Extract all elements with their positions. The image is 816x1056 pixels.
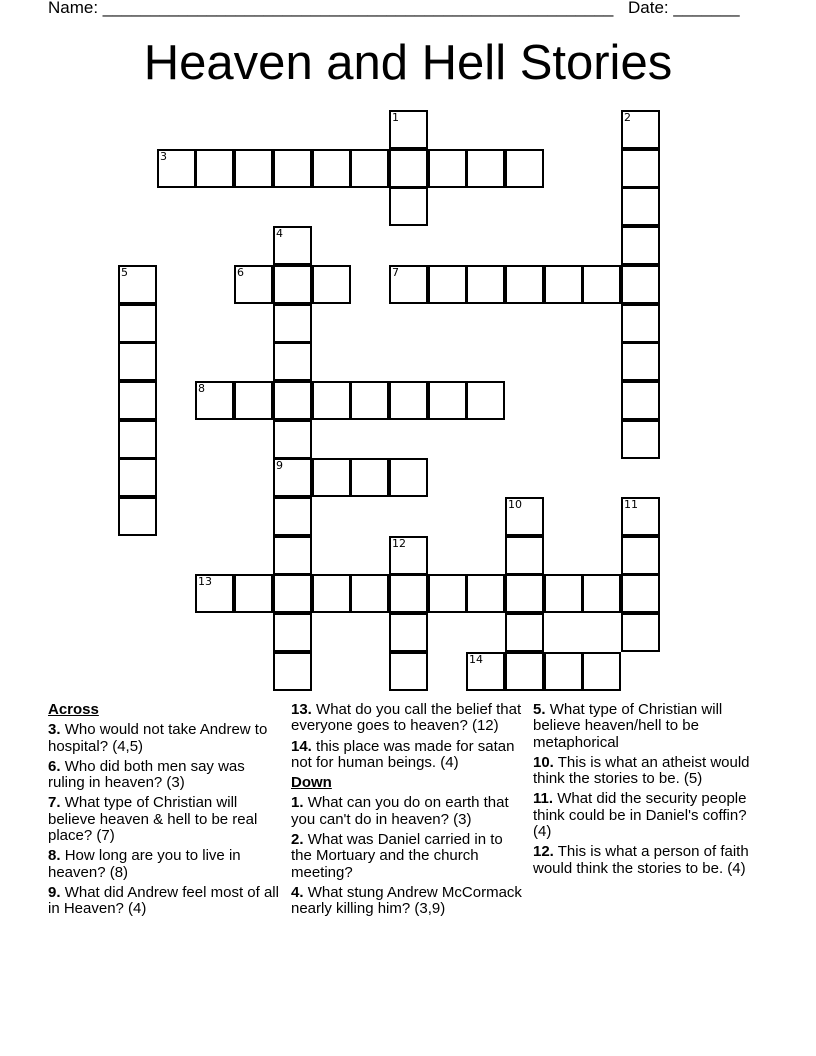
clue-text: What did the security people think could be in Daniel's coffin? (4) [533,790,747,841]
crossword-cell[interactable] [389,187,428,226]
cell-number: 8 [198,382,205,395]
crossword-cell[interactable] [621,265,660,304]
crossword-cell[interactable] [621,149,660,188]
crossword-cell[interactable] [118,458,157,497]
clue-number: 11. [533,790,554,808]
crossword-cell[interactable] [234,574,273,613]
clue-text: What type of Christian will believe heaven & hell to be real place? (7) [48,794,258,845]
crossword-cell[interactable] [621,420,660,459]
crossword-cell[interactable] [273,420,312,459]
crossword-cell[interactable] [389,574,428,613]
clue-across-6 [48,759,284,792]
cell-number: 3 [160,150,167,163]
clue-down-12 [533,844,765,877]
crossword-cell[interactable] [118,420,157,459]
cell-number: 13 [198,575,212,588]
clue-number: 13. [291,701,312,718]
crossword-cell[interactable] [621,342,660,381]
clue-text: How long are you to live in heaven? (8) [48,847,241,881]
clue-down-1 [291,795,527,828]
crossword-cell[interactable] [544,574,583,613]
down-heading: Down [291,774,332,792]
crossword-cell[interactable] [312,149,351,188]
clue-text: What type of Christian will believe heaven/hell to be metaphorical [533,701,723,751]
clue-number: 2. [291,831,304,849]
clue-number: 4. [291,883,304,901]
crossword-cell[interactable] [466,265,505,304]
cell-number: 11 [624,498,638,511]
crossword-cell[interactable] [312,458,351,497]
across-heading: Across [48,701,99,718]
crossword-cell[interactable] [389,110,428,149]
crossword-cell[interactable] [273,652,312,691]
clue-text: What can you do on earth that you can't do in heaven? (3) [291,794,509,828]
crossword-cell[interactable] [505,652,544,691]
cell-number: 4 [276,227,283,240]
crossword-cell[interactable] [428,265,467,304]
clue-down-5 [533,702,765,751]
crossword-cell[interactable] [273,613,312,652]
crossword-cell[interactable] [544,265,583,304]
crossword-cell[interactable] [118,342,157,381]
crossword-cell[interactable] [466,652,505,691]
crossword-cell[interactable] [621,536,660,575]
crossword-cell[interactable] [350,458,389,497]
clue-text: This is what a person of faith would think the stories to be. (4) [533,843,749,877]
crossword-cell[interactable] [118,497,157,536]
crossword-cell[interactable] [428,574,467,613]
crossword-cell[interactable] [582,574,621,613]
crossword-cell[interactable] [118,304,157,343]
crossword-cell[interactable] [505,536,544,575]
crossword-cell[interactable] [389,652,428,691]
crossword-cell[interactable] [428,381,467,420]
crossword-cell[interactable] [273,381,312,420]
clue-number: 1. [291,794,304,812]
clue-text: Who did both men say was ruling in heaven? (3) [48,757,245,792]
crossword-cell[interactable] [195,149,234,188]
crossword-cell[interactable] [582,652,621,691]
clue-text: What stung Andrew McCormack nearly killing him? (3,9) [291,883,522,918]
page-title: Heaven and Hell Stories [143,36,673,90]
clue-number: 7. [48,794,61,812]
clue-number: 9. [48,883,61,901]
clue-across-3 [48,722,284,755]
crossword-cell[interactable] [505,574,544,613]
clue-number: 3. [48,721,61,739]
crossword-cell[interactable] [466,381,505,420]
crossword-cell[interactable] [273,574,312,613]
crossword-cell[interactable] [621,574,660,613]
clue-number: 14. [291,737,312,755]
clue-column-1 [48,702,284,922]
clue-text: What did Andrew feel most of all in Heaven? (4) [48,883,279,918]
cell-number: 5 [121,266,128,279]
crossword-cell[interactable] [273,226,312,265]
cell-number: 7 [392,266,399,279]
crossword-cell[interactable] [118,265,157,304]
crossword-cell[interactable] [273,497,312,536]
crossword-cell[interactable] [273,265,312,304]
clue-text: this place was made for satan not for human beings. (4) [291,737,515,771]
crossword-cell[interactable] [621,226,660,265]
clue-down-10 [533,755,765,788]
cell-number: 10 [508,498,522,511]
crossword-cell[interactable] [582,265,621,304]
crossword-cell[interactable] [350,381,389,420]
crossword-cell[interactable] [273,304,312,343]
crossword-cell[interactable] [273,458,312,497]
clue-column-3 [533,702,765,881]
cell-number: 14 [469,653,483,666]
cell-number: 6 [237,266,244,279]
crossword-cell[interactable] [544,652,583,691]
crossword-cell[interactable] [118,381,157,420]
cell-number: 1 [392,111,399,124]
crossword-cell[interactable] [195,574,234,613]
crossword-cell[interactable] [505,149,544,188]
clue-text: This is what an atheist would think the stories to be. (5) [533,753,750,788]
crossword-cell[interactable] [389,149,428,188]
crossword-cell[interactable] [389,613,428,652]
crossword-cell[interactable] [195,381,234,420]
crossword-cell[interactable] [389,458,428,497]
crossword-cell[interactable] [621,497,660,536]
clue-text: What do you call the belief that everyone goes to heaven? (12) [291,701,522,735]
clue-down-11 [533,791,765,840]
clue-column-2 [291,702,527,922]
crossword-cell[interactable] [273,149,312,188]
clue-number: 5. [533,701,546,718]
crossword-cell[interactable] [312,265,351,304]
clue-text: Who would not take Andrew to hospital? (4,5) [48,721,268,755]
crossword-cell[interactable] [389,381,428,420]
crossword-cell[interactable] [621,381,660,420]
cell-number: 12 [392,537,406,550]
crossword-cell[interactable] [273,342,312,381]
clue-number: 10. [533,753,554,771]
crossword-cell[interactable] [389,265,428,304]
crossword-cell[interactable] [273,536,312,575]
cell-number: 9 [276,459,283,472]
crossword-cell[interactable] [505,497,544,536]
crossword-cell[interactable] [621,613,660,652]
clue-number: 6. [48,757,61,775]
crossword-cell[interactable] [312,574,351,613]
clue-across-13 [291,702,527,735]
crossword-cell[interactable] [505,265,544,304]
name-field[interactable]: Name: ______________________________________________________ [48,0,614,17]
crossword-cell[interactable] [312,381,351,420]
clue-across-8 [48,848,284,881]
crossword-cell[interactable] [466,574,505,613]
clue-number: 8. [48,847,61,865]
date-field[interactable]: Date: _______ [628,0,740,17]
crossword-cell[interactable] [234,381,273,420]
clue-number: 12. [533,843,554,861]
crossword-cell[interactable] [621,110,660,149]
crossword-cell[interactable] [466,149,505,188]
crossword-cell[interactable] [350,574,389,613]
clue-text: What was Daniel carried in to the Mortuary and the church meeting? [291,831,503,881]
crossword-cell[interactable] [234,149,273,188]
clue-across-7 [48,795,284,844]
crossword-cell[interactable] [234,265,273,304]
clue-across-9 [48,885,284,918]
cell-number: 2 [624,111,631,124]
clue-across-14 [291,739,527,772]
crossword-cell[interactable] [157,149,196,188]
crossword-cell[interactable] [389,536,428,575]
clue-down-2 [291,832,527,881]
crossword-cell[interactable] [350,149,389,188]
crossword-cell[interactable] [621,187,660,226]
crossword-cell[interactable] [428,149,467,188]
crossword-cell[interactable] [505,613,544,652]
crossword-cell[interactable] [621,304,660,343]
clue-down-4 [291,885,527,918]
